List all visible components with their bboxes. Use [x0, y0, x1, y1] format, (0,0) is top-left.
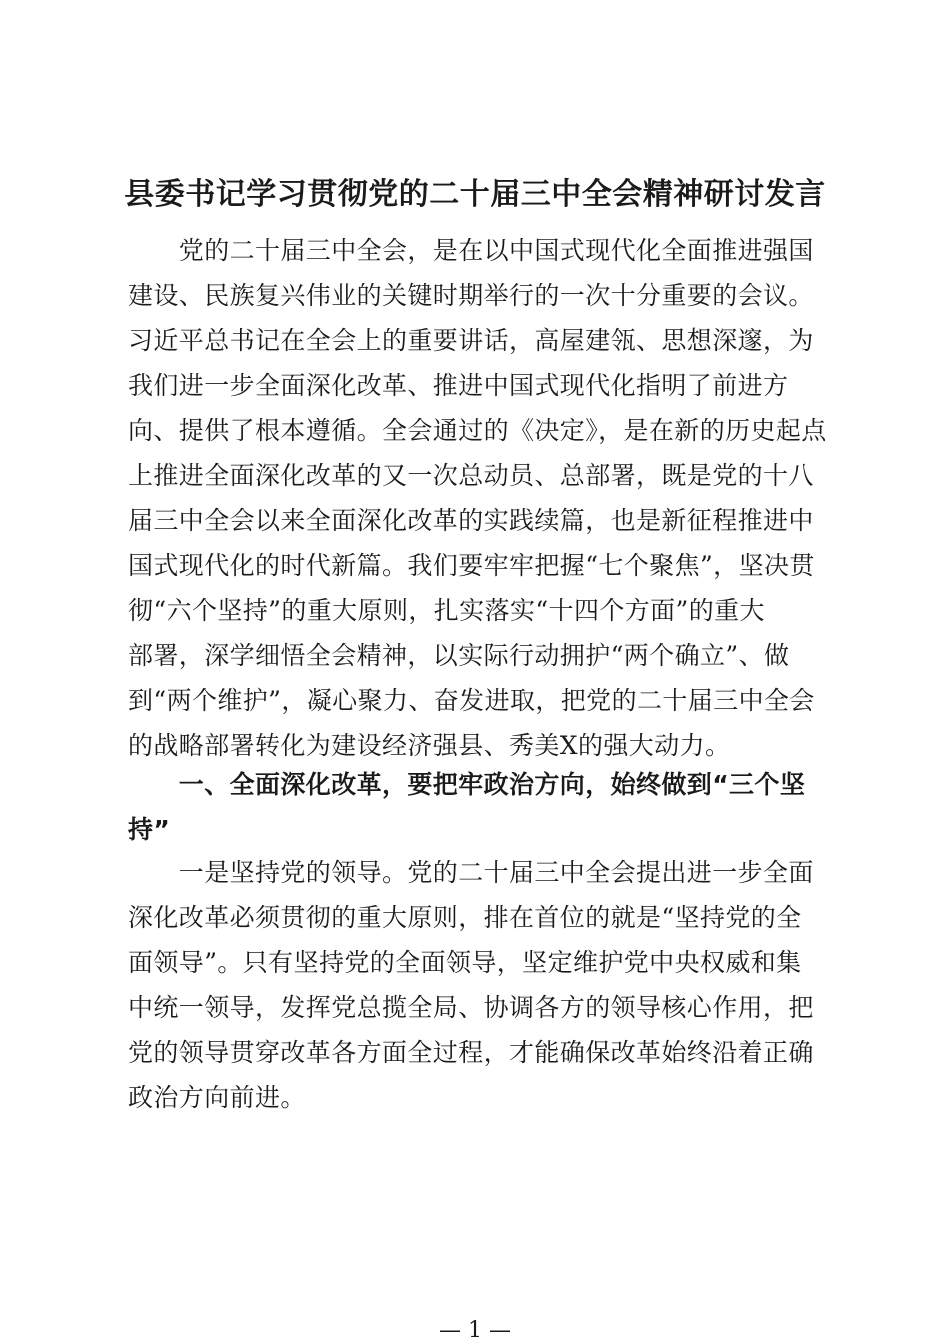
text-line: 深化改革必须贯彻的重大原则，排在首位的就是“坚持党的全 — [128, 903, 802, 932]
heading-line: 持” — [128, 815, 171, 844]
text-line: 党的二十届三中全会，是在以中国式现代化全面推进强国 — [128, 236, 814, 265]
page-number: — 1 — — [439, 1318, 511, 1343]
heading-line: 一、全面深化改革，要把牢政治方向，始终做到“三个坚 — [128, 770, 806, 799]
text-line: 面领导”。只有坚持党的全面领导，坚定维护党中央权威和集 — [128, 948, 802, 977]
text-line: 建设、民族复兴伟业的关键时期举行的一次十分重要的会议。 — [128, 281, 814, 310]
text-line: 的战略部署转化为建设经济强县、秀美X的强大动力。 — [128, 731, 731, 760]
text-line: 一是坚持党的领导。党的二十届三中全会提出进一步全面 — [128, 858, 814, 887]
text-line: 中统一领导，发挥党总揽全局、协调各方的领导核心作用，把 — [128, 993, 814, 1022]
text-line: 到“两个维护”，凝心聚力、奋发进取，把党的二十届三中全会 — [128, 686, 815, 715]
text-line: 习近平总书记在全会上的重要讲话，高屋建瓴、思想深邃，为 — [128, 326, 814, 355]
paragraph-leadership — [128, 850, 828, 1120]
text-line: 向、提供了根本遵循。全会通过的《决定》，是在新的历史起点 — [128, 416, 827, 445]
document-title: 县委书记学习贯彻党的二十届三中全会精神研讨发言 — [124, 177, 826, 212]
text-line: 国式现代化的时代新篇。我们要牢牢把握“七个聚焦”，坚决贯 — [128, 551, 815, 580]
text-line: 我们进一步全面深化改革、推进中国式现代化指明了前进方 — [128, 371, 789, 400]
text-line: 彻“六个坚持”的重大原则，扎实落实“十四个方面”的重大 — [128, 596, 765, 625]
text-line: 部署，深学细悟全会精神，以实际行动拥护“两个确立”、做 — [128, 641, 790, 670]
text-line: 届三中全会以来全面深化改革的实践续篇，也是新征程推进中 — [128, 506, 814, 535]
section-heading — [128, 762, 828, 852]
text-line: 上推进全面深化改革的又一次总动员、总部署，既是党的十八 — [128, 461, 814, 490]
paragraph-intro — [128, 228, 828, 768]
text-line: 党的领导贯穿改革各方面全过程，才能确保改革始终沿着正确 — [128, 1038, 814, 1067]
text-line: 政治方向前进。 — [128, 1083, 306, 1112]
